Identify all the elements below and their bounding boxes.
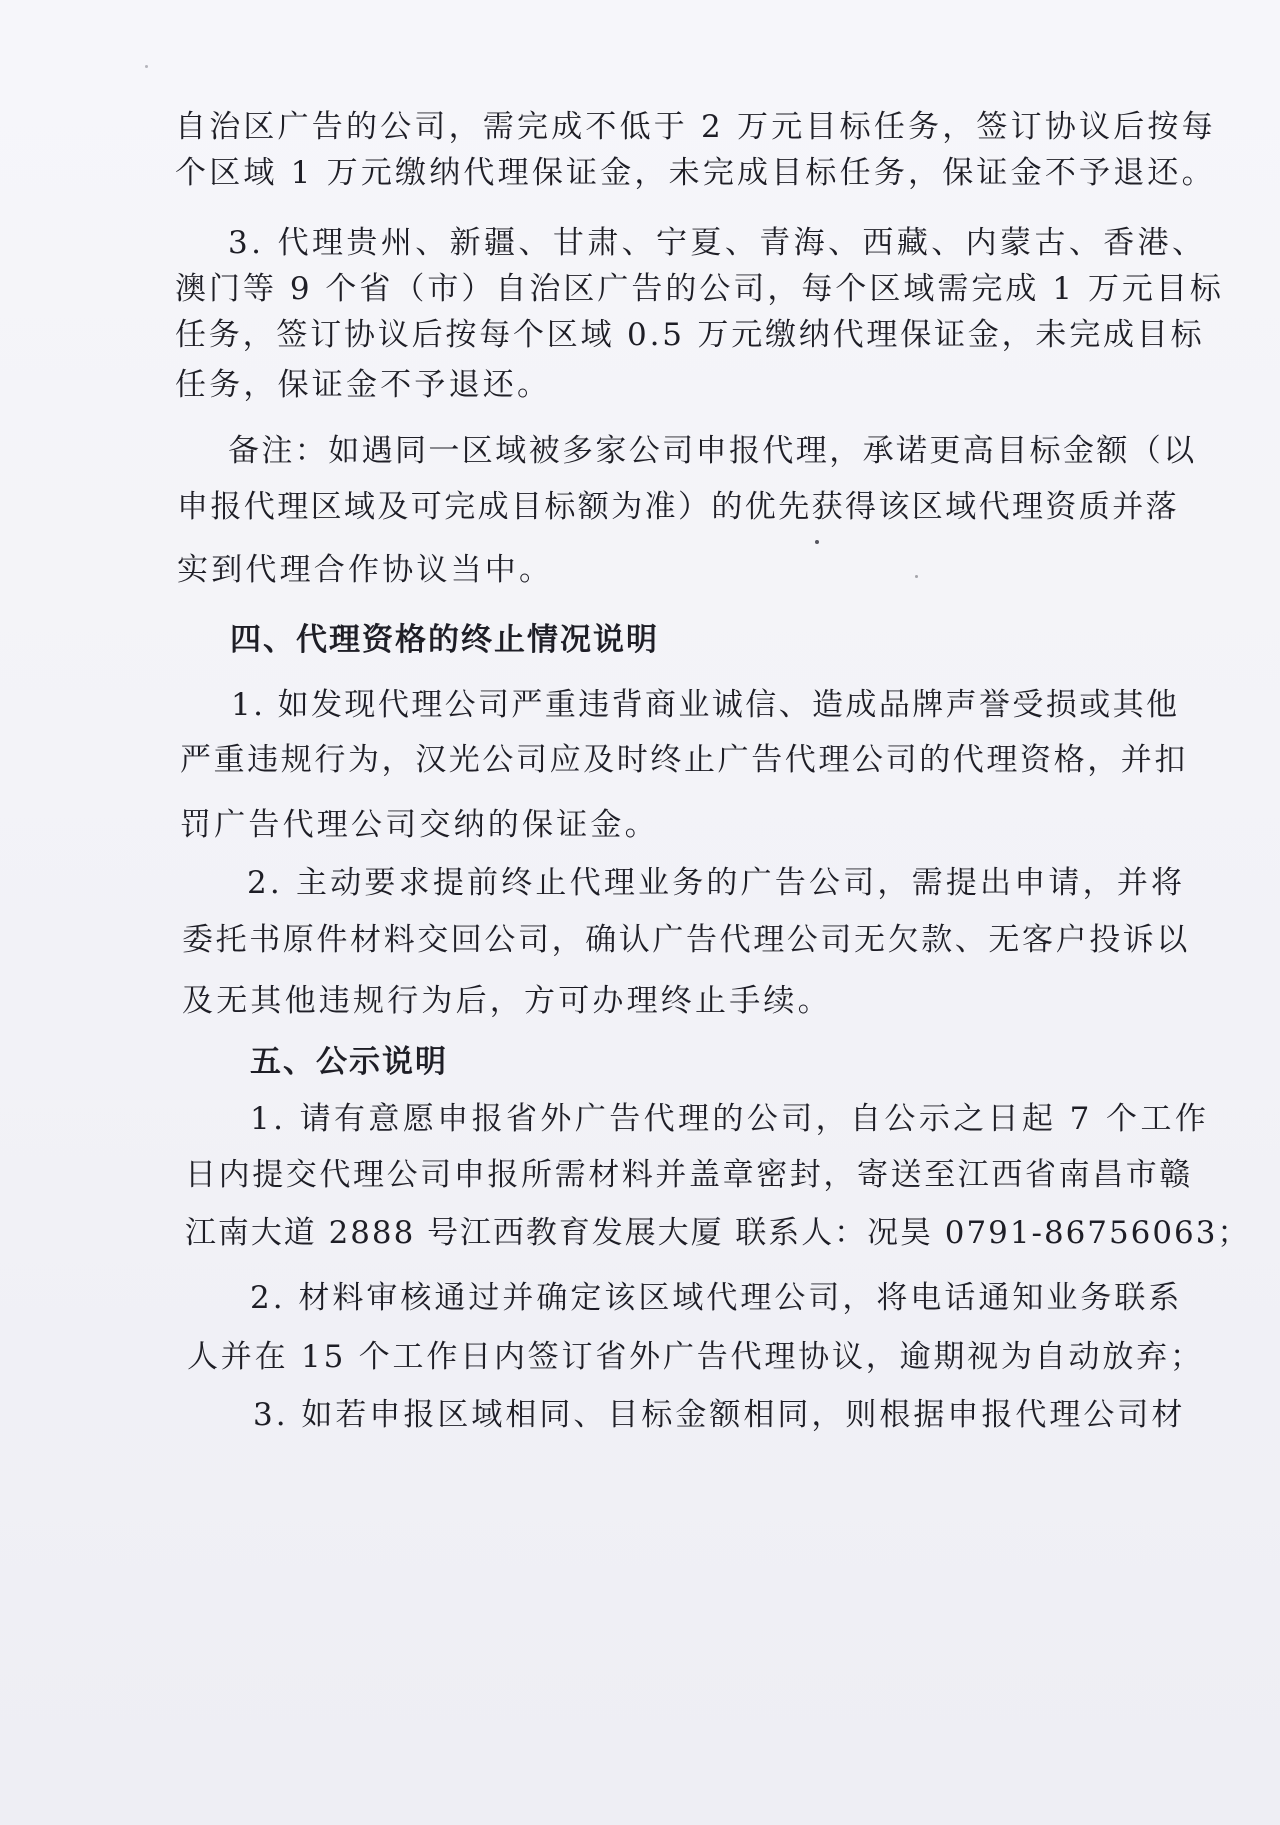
text-line: 2. 材料审核通过并确定该区域代理公司，将电话通知业务联系 [250,1280,1183,1316]
text-line: 罚广告代理公司交纳的保证金。 [180,807,659,843]
text-line: 委托书原件材料交回公司，确认广告代理公司无欠款、无客户投诉以 [182,922,1190,958]
text-line: 2. 主动要求提前终止代理业务的广告公司，需提出申请，并将 [247,865,1186,901]
text-line: 申报代理区域及可完成目标额为准）的优先获得该区域代理资质并落 [177,489,1179,525]
scan-speck [915,575,918,578]
text-line: 江南大道 2888 号江西教育发展大厦 联系人：况昊 0791-86756063； [185,1215,1251,1251]
text-line: 严重违规行为，汉光公司应及时终止广告代理公司的代理资格，并扣 [180,742,1188,778]
text-line: 澳门等 9 个省（市）自治区广告的公司，每个区域需完成 1 万元目标 [175,271,1224,307]
text-line: 个区域 1 万元缴纳代理保证金，未完成目标任务，保证金不予退还。 [175,155,1216,191]
text-line: 日内提交代理公司申报所需材料并盖章密封，寄送至江西省南昌市赣 [185,1157,1193,1193]
section-heading-termination: 四、代理资格的终止情况说明 [230,622,659,658]
text-line: 实到代理合作协议当中。 [177,552,554,588]
section-heading-public-notice: 五、公示说明 [250,1044,448,1080]
scan-speck [145,65,148,68]
text-line: 人并在 15 个工作日内签订省外广告代理协议，逾期视为自动放弃； [187,1339,1204,1375]
scan-speck [815,540,819,544]
text-line: 备注：如遇同一区域被多家公司申报代理，承诺更高目标金额（以 [228,433,1197,469]
text-line: 任务，签订协议后按每个区域 0.5 万元缴纳代理保证金，未完成目标 [175,317,1205,353]
text-line: 3. 如若申报区域相同、目标金额相同，则根据申报代理公司材 [253,1397,1186,1433]
text-line: 自治区广告的公司，需完成不低于 2 万元目标任务，签订协议后按每 [175,109,1216,145]
text-line: 及无其他违规行为后，方可办理终止手续。 [182,983,832,1019]
text-line: 1. 请有意愿申报省外广告代理的公司，自公示之日起 7 个工作 [250,1101,1210,1137]
text-line: 任务，保证金不予退还。 [175,367,552,403]
text-line: 3. 代理贵州、新疆、甘肃、宁夏、青海、西藏、内蒙古、香港、 [228,225,1207,261]
text-line: 1. 如发现代理公司严重违背商业诚信、造成品牌声誉受损或其他 [231,687,1180,723]
